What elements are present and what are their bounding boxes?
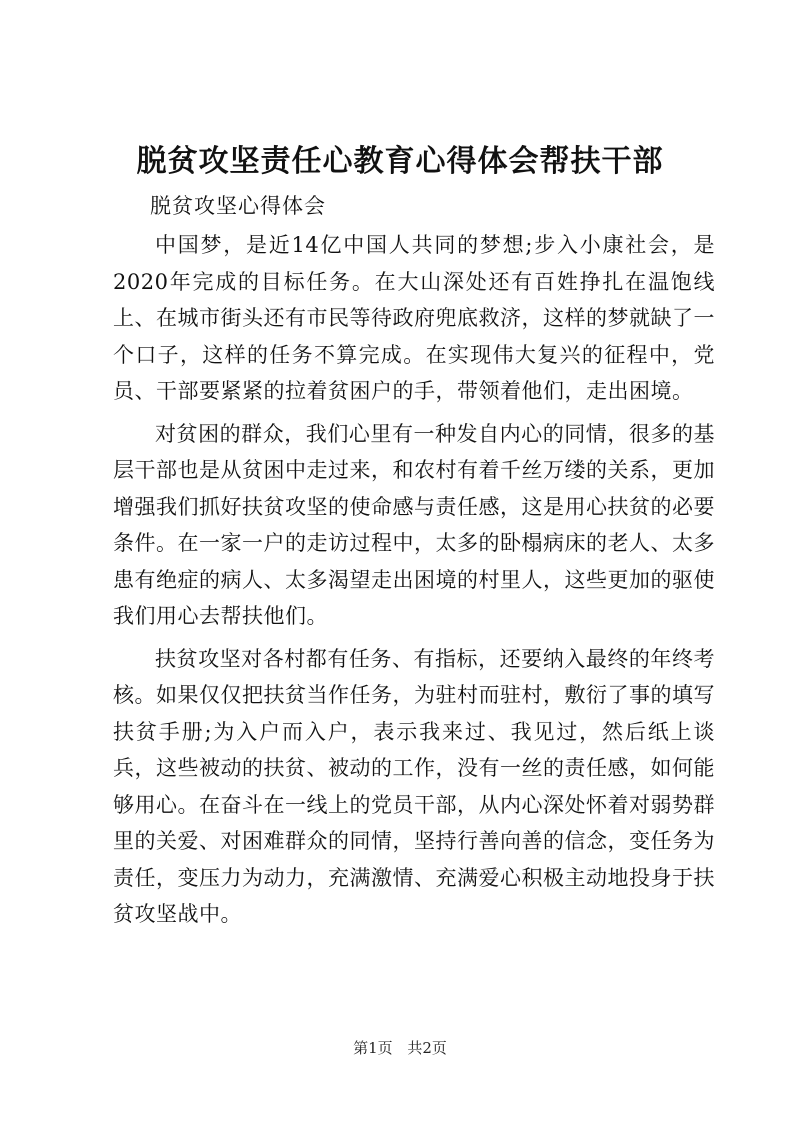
page-total: 共2页 (407, 1039, 447, 1057)
paragraph: 扶贫攻坚对各村都有任务、有指标，还要纳入最终的年终考核。如果仅仅把扶贫当作任务，为驻村而驻村，敷衍了事的填写扶贫手册;为入户而入户，表示我来过、我见过，然后纸上谈兵，这些被动的扶贫、被动的工作，没有一丝的责任感，如何能够用心。在奋斗在一线上的党员干部，从内心深处怀着对弱势群里的关爱、对困难群众的同情，坚持行善向善的信念，变任务为责任，变压力为动力，充满激情、充满爱心积极主动地投身于扶贫攻坚战中。 (113, 646, 715, 926)
paragraph: 中国梦，是近14亿中国人共同的梦想;步入小康社会，是2020年完成的目标任务。在大山深处还有百姓挣扎在温饱线上、在城市街头还有市民等待政府兜底救济，这样的梦就缺了一个口子，这样的任务不算完成。在实现伟大复兴的征程中，党员、干部要紧紧的拉着贫困户的手，带领着他们，走出困境。 (113, 233, 715, 403)
page-title: 脱贫攻坚责任心教育心得体会帮扶干部 (136, 144, 664, 179)
page-footer (0, 1038, 800, 1058)
paragraph: 对贫困的群众，我们心里有一种发自内心的同情，很多的基层干部也是从贫困中走过来，和农村有着千丝万缕的关系，更加增强我们抓好扶贫攻坚的使命感与责任感，这是用心扶贫的必要条件。在一家一户的走访过程中，太多的卧榻病床的老人、太多患有绝症的病人、太多渴望走出困境的村里人，这些更加的驱使我们用心去帮扶他们。 (113, 421, 715, 628)
page-number: 第1页 (353, 1039, 393, 1057)
document-subtitle: 脱贫攻坚心得体会 (150, 194, 326, 218)
document-body (113, 227, 715, 933)
